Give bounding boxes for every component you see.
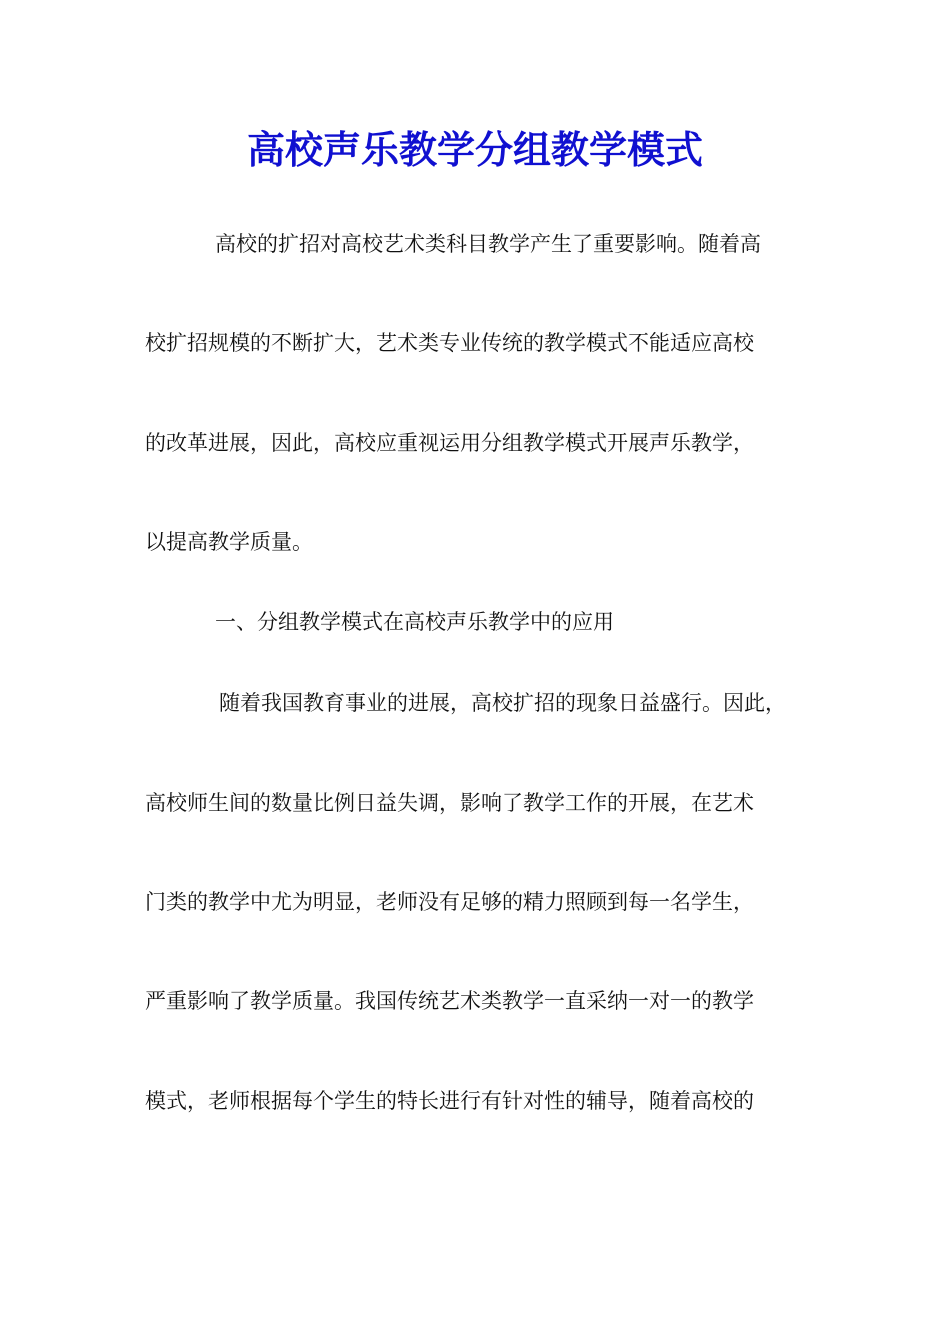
paragraph-line: 门类的教学中尤为明显，老师没有足够的精力照顾到每一名学生， bbox=[145, 890, 754, 914]
document-title: 高校声乐教学分组教学模式 bbox=[246, 127, 703, 172]
paragraph-line: 校扩招规模的不断扩大，艺术类专业传统的教学模式不能适应高校 bbox=[145, 331, 754, 355]
section-heading: 一、分组教学模式在高校声乐教学中的应用 bbox=[215, 610, 614, 634]
paragraph-line: 以提高教学质量。 bbox=[145, 530, 313, 554]
paragraph-line: 随着我国教育事业的进展，高校扩招的现象日益盛行。因此， bbox=[219, 691, 786, 715]
paragraph-line: 模式，老师根据每个学生的特长进行有针对性的辅导，随着高校的 bbox=[145, 1089, 754, 1113]
paragraph-line: 高校的扩招对高校艺术类科目教学产生了重要影响。随着高 bbox=[215, 232, 761, 256]
paragraph-line: 高校师生间的数量比例日益失调，影响了教学工作的开展，在艺术 bbox=[145, 791, 754, 815]
paragraph-line: 严重影响了教学质量。我国传统艺术类教学一直采纳一对一的教学 bbox=[145, 989, 754, 1013]
paragraph-line: 的改革进展，因此，高校应重视运用分组教学模式开展声乐教学， bbox=[145, 431, 754, 455]
